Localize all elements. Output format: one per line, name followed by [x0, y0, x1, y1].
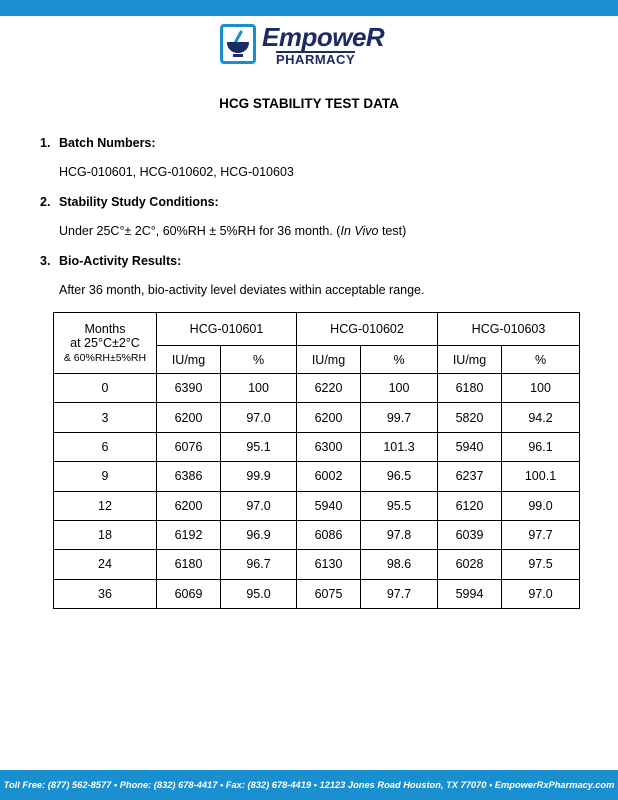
batch-header: HCG-010601	[157, 313, 297, 346]
iu-per-mg-cell: 6237	[438, 462, 502, 491]
percent-cell: 95.5	[361, 491, 438, 520]
iu-per-mg-cell: 6086	[297, 520, 361, 549]
percent-cell: 97.7	[361, 579, 438, 608]
iu-per-mg-cell: 6200	[297, 403, 361, 432]
conditions-text-part: test)	[378, 224, 407, 238]
unit-header: IU/mg	[438, 346, 502, 374]
conditions-text-part: Under 25C°± 2C°, 60%RH ± 5%RH for 36 month. (	[59, 224, 341, 238]
month-cell: 18	[54, 520, 157, 549]
logo-wordmark: EmpoweR	[262, 22, 385, 52]
iu-per-mg-cell: 6390	[157, 374, 221, 403]
logo-tagline: PHARMACY	[276, 52, 356, 67]
conditions-italic-text: In Vivo	[340, 224, 379, 238]
month-cell: 9	[54, 462, 157, 491]
iu-per-mg-cell: 5940	[438, 432, 502, 461]
bio-activity-text: After 36 month, bio-activity level deviates within acceptable range.	[59, 283, 425, 297]
percent-cell: 95.1	[221, 432, 297, 461]
percent-cell: 97.0	[502, 579, 580, 608]
month-cell: 36	[54, 579, 157, 608]
table-row	[54, 579, 580, 608]
month-cell: 6	[54, 432, 157, 461]
section-title: Batch Numbers:	[59, 136, 156, 150]
empower-pharmacy-logo	[220, 24, 400, 70]
mortar-and-pestle-icon	[220, 24, 256, 64]
months-header-line: & 60%RH±5%RH	[63, 351, 147, 364]
percent-cell: 94.2	[502, 403, 580, 432]
batch-header: HCG-010603	[438, 313, 580, 346]
percent-cell: 101.3	[361, 432, 438, 461]
percent-cell: 100.1	[502, 462, 580, 491]
section-heading-bio-activity	[40, 254, 181, 268]
month-cell: 12	[54, 491, 157, 520]
iu-per-mg-cell: 6130	[297, 550, 361, 579]
table-row	[54, 462, 580, 491]
section-heading-batch-numbers	[40, 136, 156, 150]
table-row	[54, 374, 580, 403]
section-number: 3.	[40, 254, 51, 268]
table-row	[54, 403, 580, 432]
iu-per-mg-cell: 5820	[438, 403, 502, 432]
table-row	[54, 432, 580, 461]
percent-cell: 100	[361, 374, 438, 403]
table-row	[54, 520, 580, 549]
section-title: Bio-Activity Results:	[59, 254, 182, 268]
iu-per-mg-cell: 6386	[157, 462, 221, 491]
iu-per-mg-cell: 6300	[297, 432, 361, 461]
unit-header: %	[221, 346, 297, 374]
table-body	[54, 374, 580, 609]
unit-header: IU/mg	[157, 346, 221, 374]
footer-contact-bar: Toll Free: (877) 562-8577 • Phone: (832) 678-4417 • Fax: (832) 678-4419 • 12123 Jones Road Houston, TX 77070 • EmpowerRxPharmacy.com	[0, 770, 618, 800]
iu-per-mg-cell: 6180	[157, 550, 221, 579]
iu-per-mg-cell: 6075	[297, 579, 361, 608]
month-cell: 3	[54, 403, 157, 432]
section-number: 1.	[40, 136, 51, 150]
iu-per-mg-cell: 5940	[297, 491, 361, 520]
iu-per-mg-cell: 6192	[157, 520, 221, 549]
iu-per-mg-cell: 6200	[157, 491, 221, 520]
batch-header: HCG-010602	[297, 313, 438, 346]
months-header-line: Months	[84, 321, 126, 336]
percent-cell: 96.9	[221, 520, 297, 549]
unit-header: IU/mg	[297, 346, 361, 374]
table-row	[54, 550, 580, 579]
percent-cell: 96.1	[502, 432, 580, 461]
iu-per-mg-cell: 6220	[297, 374, 361, 403]
section-title: Stability Study Conditions:	[59, 195, 219, 209]
iu-per-mg-cell: 6120	[438, 491, 502, 520]
table-row	[54, 491, 580, 520]
percent-cell: 99.0	[502, 491, 580, 520]
percent-cell: 97.7	[502, 520, 580, 549]
months-header	[54, 313, 157, 374]
iu-per-mg-cell: 6039	[438, 520, 502, 549]
iu-per-mg-cell: 5994	[438, 579, 502, 608]
iu-per-mg-cell: 6002	[297, 462, 361, 491]
percent-cell: 97.8	[361, 520, 438, 549]
stability-results-table	[53, 312, 580, 609]
percent-cell: 97.0	[221, 491, 297, 520]
unit-header: %	[502, 346, 580, 374]
percent-cell: 97.5	[502, 550, 580, 579]
percent-cell: 98.6	[361, 550, 438, 579]
month-cell: 0	[54, 374, 157, 403]
percent-cell: 99.9	[221, 462, 297, 491]
iu-per-mg-cell: 6076	[157, 432, 221, 461]
study-conditions-text	[59, 224, 406, 238]
iu-per-mg-cell: 6180	[438, 374, 502, 403]
percent-cell: 96.7	[221, 550, 297, 579]
section-number: 2.	[40, 195, 51, 209]
top-accent-bar	[0, 0, 618, 16]
iu-per-mg-cell: 6028	[438, 550, 502, 579]
percent-cell: 96.5	[361, 462, 438, 491]
percent-cell: 95.0	[221, 579, 297, 608]
months-header-line: at 25°C±2°C	[70, 335, 140, 350]
iu-per-mg-cell: 6069	[157, 579, 221, 608]
section-heading-study-conditions	[40, 195, 219, 209]
batch-numbers-text: HCG-010601, HCG-010602, HCG-010603	[59, 165, 294, 179]
page-title: HCG STABILITY TEST DATA	[219, 96, 399, 111]
percent-cell: 97.0	[221, 403, 297, 432]
percent-cell: 99.7	[361, 403, 438, 432]
month-cell: 24	[54, 550, 157, 579]
iu-per-mg-cell: 6200	[157, 403, 221, 432]
unit-header: %	[361, 346, 438, 374]
percent-cell: 100	[221, 374, 297, 403]
percent-cell: 100	[502, 374, 580, 403]
